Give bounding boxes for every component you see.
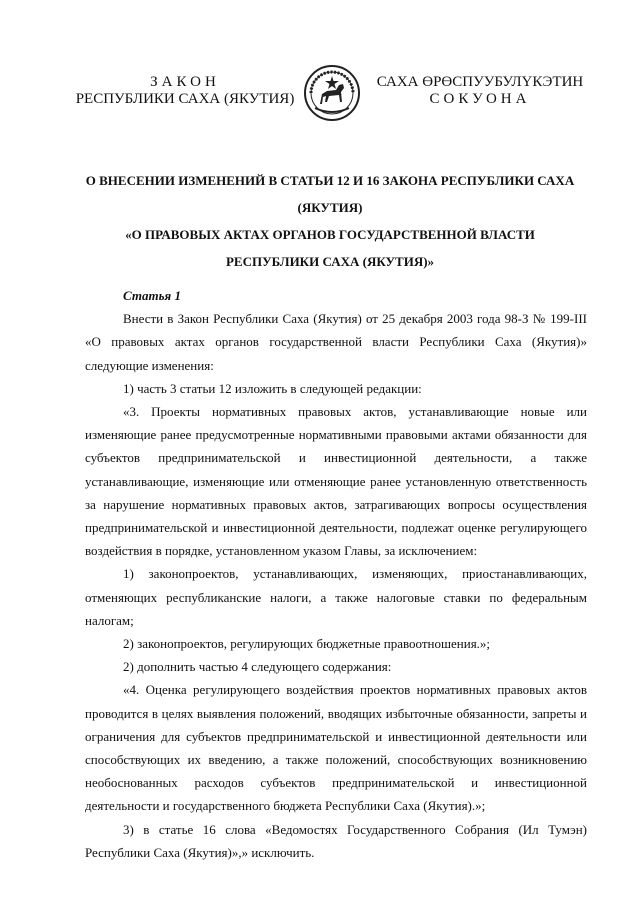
header-right-title: [370, 74, 590, 108]
article-paragraph: 1) часть 3 статьи 12 изложить в следующей редакции:: [123, 380, 422, 396]
article-paragraph: «3. Проекты нормативных правовых актов, устанавливающие новые или изменяющие ранее предусмотренные нормативными правовыми актами обязанности для субъектов предпринимательской и инвестиционной деятельности, а также устанавливающие, изменяющие или отменяющие ранее установленную ответственность за нарушение нормативных правовых актов, затрагивающих вопросы осуществления предпринимательской и инвестиционной деятельности, подлежат оценке регулирующего воздействия в порядке, установленном указом Главы, за исключением:: [85, 404, 587, 559]
article-paragraph: 1) законопроектов, устанавливающих, изменяющих, приостанавливающих, отменяющих республиканские налоги, а также налоговые ставки по федеральным налогам;: [85, 566, 587, 628]
article-paragraph: Внести в Закон Республики Саха (Якутия) от 25 декабря 2003 года 98-З № 199-III «О правовых актах органов государственной власти Республики Саха (Якутия)» следующие изменения:: [85, 311, 587, 373]
article-body: [85, 284, 587, 864]
header-left-title: [70, 74, 300, 108]
law-title-line2: «О ПРАВОВЫХ АКТАХ ОРГАНОВ ГОСУДАРСТВЕННОЙ ВЛАСТИ: [125, 227, 535, 242]
law-title-line1: О ВНЕСЕНИИ ИЗМЕНЕНИЙ В СТАТЬИ 12 И 16 ЗАКОНА РЕСПУБЛИКИ САХА (ЯКУТИЯ): [85, 173, 575, 215]
law-title: [60, 167, 600, 275]
article-paragraph: 2) законопроектов, регулирующих бюджетные правоотношения.»;: [123, 636, 491, 652]
article-heading: Статья 1: [123, 288, 181, 303]
header-left-line2: РЕСПУБЛИКИ САХА (ЯКУТИЯ): [75, 91, 295, 107]
header-right-line1: САХА ӨРӨСПУУБУЛҮКЭТИН: [376, 74, 584, 90]
header-right-line2: СОКУОНА: [429, 91, 531, 107]
header-left-line1: ЗАКОН: [150, 74, 220, 90]
coat-of-arms-emblem-icon: [303, 64, 361, 122]
article-paragraph: «4. Оценка регулирующего воздействия проектов нормативных правовых актов проводится в целях выявления положений, вводящих избыточные обязанности, запреты и ограничения для субъектов предпринимательской и инвестиционной деятельности или способствующих их введению, а также положений, способствующих возникновению необоснованных расходов субъектов предпринимательской и инвестиционной деятельности и государственного бюджета Республики Саха (Якутия).»;: [85, 682, 587, 814]
article-paragraph: 3) в статье 16 слова «Ведомостях Государственного Собрания (Ил Тумэн) Республики Саха (Якутия)»,» исключить.: [85, 821, 587, 860]
document-header: [0, 0, 640, 140]
law-title-line3: РЕСПУБЛИКИ САХА (ЯКУТИЯ)»: [225, 254, 435, 269]
article-paragraph: 2) дополнить частью 4 следующего содержания:: [123, 659, 392, 675]
